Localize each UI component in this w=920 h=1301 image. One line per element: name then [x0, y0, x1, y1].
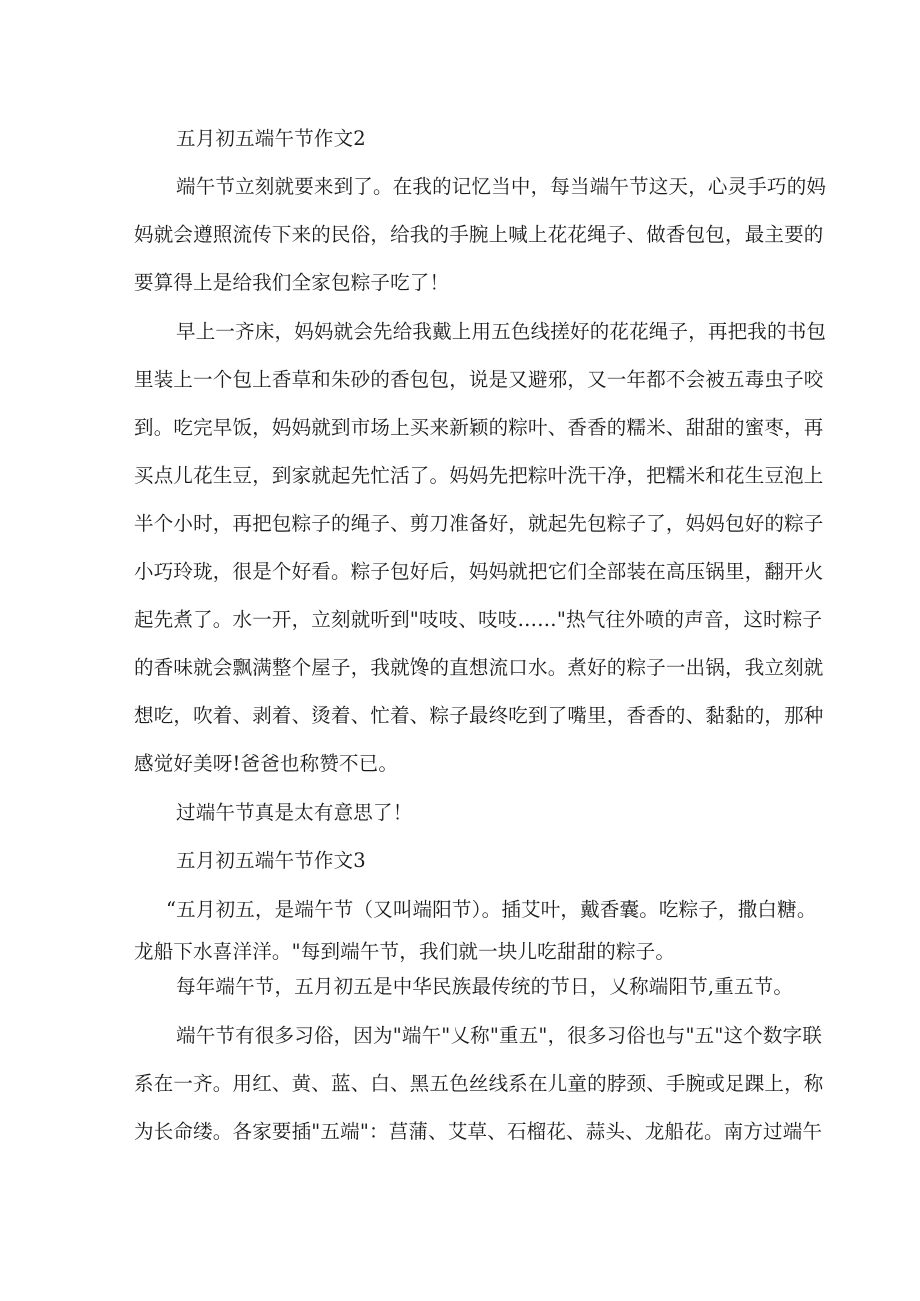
paragraph-line: 端午节立刻就要来到了。在我的记忆当中，每当端午节这天，心灵手巧的妈: [176, 175, 827, 198]
paragraph-line: 龙船下水喜洋洋。"每到端午节，我们就一块儿吃甜甜的粽子。: [134, 940, 676, 963]
paragraph-line: 过端午节真是太有意思了！: [176, 801, 413, 824]
paragraph-line: 买点儿花生豆，到家就起先忙活了。妈妈先把粽叶洗干净，把糯米和花生豆泡上: [134, 464, 824, 487]
paragraph-line: 端午节有很多习俗，因为"端午"乂称"重五"，很多习俗也与"五"这个数字联: [176, 1024, 823, 1047]
paragraph-line: 每年端午节，五月初五是中华民族最传统的节日，乂称端阳节,重五节。: [176, 975, 794, 998]
paragraph-line: 想吃，吹着、剥着、烫着、忙着、粽子最终吃到了嘴里，香香的、黏黏的，那种: [134, 704, 824, 727]
paragraph-line: 感觉好美呀!爸爸也称赞不已。: [134, 752, 399, 775]
paragraph-line: 到。吃完早饭，妈妈就到市场上买来新颖的粽叶、香香的糯米、甜甜的蜜枣，再: [134, 416, 824, 439]
section-title: 五月初五端午节作文3: [176, 849, 366, 872]
paragraph-line: 半个小时，再把包粽子的绳子、剪刀准备好，就起先包粽子了，妈妈包好的粽子: [134, 512, 824, 535]
section-title: 五月初五端午节作文2: [176, 127, 366, 150]
paragraph-line: 起先煮了。水一开，立刻就听到"吱吱、吱吱……"热气往外喷的声音，这时粽子: [134, 608, 823, 631]
paragraph-line: 系在一齐。用红、黄、蓝、白、黑五色丝线系在儿童的脖颈、手腕或足踝上，称: [134, 1072, 824, 1095]
paragraph-line: 要算得上是给我们全家包粽子吃了！: [134, 271, 450, 294]
paragraph-line: 的香味就会飘满整个屋子，我就馋的直想流口水。煮好的粽子一出锅，我立刻就: [134, 656, 824, 679]
paragraph-line: 为长命缕。各家要插"五端"：莒蒲、艾草、石榴花、蒜头、龙船花。南方过端午: [134, 1120, 823, 1143]
paragraph-line: 妈就会遵照流传下来的民俗，给我的手腕上喊上花花绳子、做香包包，最主要的: [134, 223, 824, 246]
paragraph-line: 里装上一个包上香草和朱砂的香包包，说是又避邪，又一年都不会被五毒虫子咬: [134, 368, 824, 391]
paragraph-line: “五月初五，是端午节（又叫端阳节）。插艾叶，戴香囊。吃粽子，撒白糖。: [166, 898, 817, 921]
paragraph-line: 小巧玲珑，很是个好看。粽子包好后，妈妈就把它们全部装在高压锅里，翻开火: [134, 560, 824, 583]
paragraph-line: 早上一齐床，妈妈就会先给我戴上用五色线搓好的花花绳子，再把我的书包: [176, 320, 827, 343]
